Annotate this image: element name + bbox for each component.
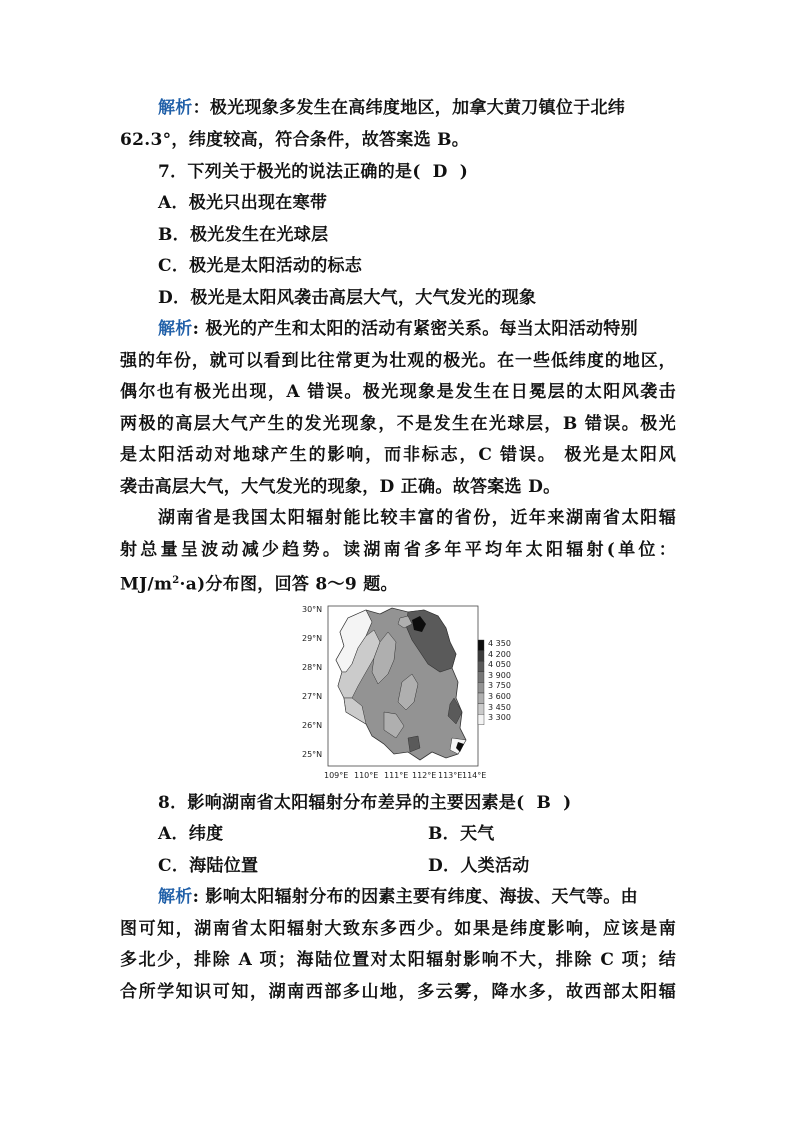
question-7-option-c: C．极光是太阳活动的标志 xyxy=(158,256,363,276)
legend-label: 3 450 xyxy=(488,702,511,712)
question-8-option-d: D．人类活动 xyxy=(428,856,530,876)
legend-label: 4 350 xyxy=(488,639,511,648)
hunan-radiation-map xyxy=(300,602,496,784)
lon-label: 113°E xyxy=(438,771,463,780)
legend-swatch xyxy=(478,640,484,651)
question-7-option-a: A．极光只出现在寒带 xyxy=(158,193,328,213)
question-7-option-b: B．极光发生在光球层 xyxy=(158,225,329,245)
legend-swatch xyxy=(478,704,484,715)
question-7-option-d: D．极光是太阳风袭击高层大气，大气发光的现象 xyxy=(158,288,537,308)
question-7-answer: D xyxy=(432,162,448,182)
explanation-6-line-2: 62.3°，纬度较高，符合条件，故答案选 B。 xyxy=(120,130,470,150)
question-text: 7．下列关于极光的说法正确的是( xyxy=(158,162,421,182)
lat-label: 30°N xyxy=(302,605,323,614)
explanation-7-line-2: 强的年份，就可以看到比往常更为壮观的极光。在一些低纬度的地区， xyxy=(120,351,676,371)
legend-swatch xyxy=(478,651,484,662)
lat-label: 26°N xyxy=(302,721,323,730)
legend-label: 3 300 xyxy=(488,713,511,723)
lon-label: 111°E xyxy=(384,771,409,780)
intro-line-3 xyxy=(120,570,676,596)
question-8-answer: B xyxy=(536,793,552,813)
legend-swatch xyxy=(478,714,484,725)
intro-text: ·a)分布图，回答 8～9 题。 xyxy=(179,574,398,595)
legend-swatch xyxy=(478,682,484,693)
explanation-tag: 解析 xyxy=(158,887,193,907)
question-8-option-c: C．海陆位置 xyxy=(158,856,259,876)
question-text: 8．影响湖南省太阳辐射分布差异的主要因素是( xyxy=(158,793,525,813)
question-8-stem xyxy=(158,792,676,814)
lon-label: 112°E xyxy=(412,771,437,780)
explanation-text: : 影响太阳辐射分布的因素主要有纬度、海拔、天气等。由 xyxy=(192,887,638,907)
explanation-8-line-2: 图可知，湖南省太阳辐射大致东多西少。如果是纬度影响，应该是南 xyxy=(120,919,676,939)
lat-label: 29°N xyxy=(302,634,323,643)
question-8-option-row-2 xyxy=(158,855,676,877)
legend-label: 4 050 xyxy=(488,660,511,670)
map-legend xyxy=(492,602,493,603)
intro-line-2: 射总量呈波动减少趋势。读湖南省多年平均年太阳辐射(单位： xyxy=(120,540,676,560)
legend-swatch xyxy=(478,661,484,672)
lon-label: 109°E xyxy=(324,771,349,780)
lat-label: 25°N xyxy=(302,750,323,759)
question-7-stem xyxy=(158,161,676,183)
lon-label: 114°E xyxy=(462,771,487,780)
explanation-text: : 极光的产生和太阳的活动有紧密关系。每当太阳活动特别 xyxy=(192,319,638,339)
explanation-tag: 解析 xyxy=(158,98,193,118)
explanation-8-line-4: 合所学知识可知，湖南西部多山地，多云雾，降水多，故西部太阳辐 xyxy=(120,982,676,1002)
explanation-8-line-3: 多北少，排除 A 项；海陆位置对太阳辐射影响不大，排除 C 项；结 xyxy=(120,950,676,970)
intro-line-1: 湖南省是我国太阳辐射能比较丰富的省份，近年来湖南省太阳辐 xyxy=(158,508,676,528)
explanation-7-line-1 xyxy=(158,318,676,340)
explanation-7-line-4: 两极的高层大气产生的发光现象，不是发生在光球层，B 错误。极光 xyxy=(120,414,676,434)
unit-text: MJ/m xyxy=(120,574,173,595)
question-paren: ) xyxy=(459,162,469,182)
legend-group xyxy=(478,640,484,725)
question-8-option-row-1 xyxy=(158,823,676,845)
legend-swatch xyxy=(478,693,484,704)
legend-label: 4 200 xyxy=(488,649,511,659)
lat-label: 27°N xyxy=(302,692,323,701)
legend-swatch xyxy=(478,672,484,683)
legend-label: 3 750 xyxy=(488,681,511,691)
explanation-tag: 解析 xyxy=(158,319,193,339)
explanation-7-line-3: 偶尔也有极光出现，A 错误。极光现象是发生在日冕层的太阳风袭击 xyxy=(120,382,676,402)
explanation-7-line-6: 袭击高层大气，大气发光的现象，D 正确。故答案选 D。 xyxy=(120,477,561,497)
explanation-8-line-1 xyxy=(158,886,676,908)
explanation-6-line-1 xyxy=(158,97,676,119)
question-paren: ) xyxy=(563,793,572,813)
explanation-text: ：极光现象多发生在高纬度地区，加拿大黄刀镇位于北纬 xyxy=(192,98,626,118)
lon-label: 110°E xyxy=(354,771,379,780)
unit-superscript: 2 xyxy=(172,575,180,586)
question-8-option-b: B．天气 xyxy=(428,824,495,844)
lat-label: 28°N xyxy=(302,663,323,672)
explanation-7-line-5: 是太阳活动对地球产生的影响，而非标志，C 错误。 极光是太阳风 xyxy=(120,445,676,465)
legend-label: 3 900 xyxy=(488,670,511,680)
question-8-option-a: A．纬度 xyxy=(158,824,224,844)
legend-label: 3 600 xyxy=(488,692,511,701)
